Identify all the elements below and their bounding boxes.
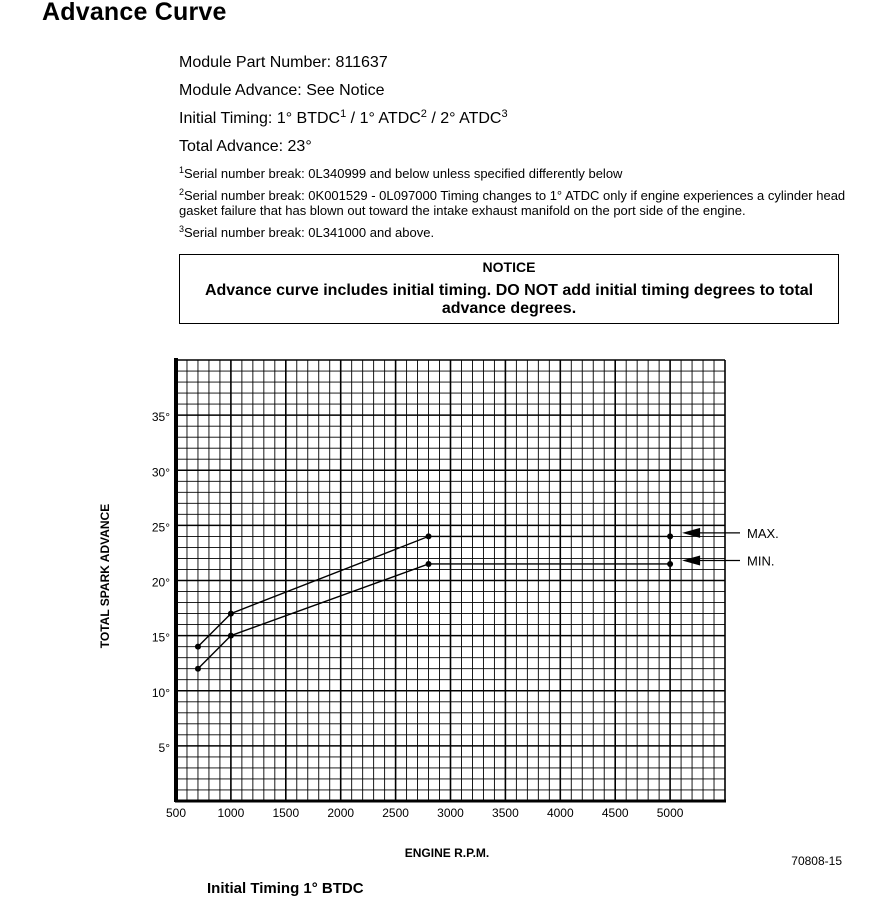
legend-arrow-head — [682, 555, 700, 565]
x-tick-label: 3500 — [492, 806, 519, 820]
data-point — [667, 533, 673, 539]
x-tick-labels — [166, 806, 684, 820]
y-tick-labels — [152, 410, 170, 755]
initial-timing-superscript-2: 2 — [420, 108, 427, 120]
data-point — [426, 533, 432, 539]
footnote-text: Serial number break: 0K001529 - 0L097000 Timing changes to 1° ATDC only if engine experiences a cylinder head gasket failure that has blown out toward the intake exhaust manifold on the port side of the engine. — [179, 188, 846, 218]
x-tick-label: 1000 — [217, 806, 245, 820]
x-axis-label: ENGINE R.P.M. — [404, 846, 490, 860]
data-point — [228, 611, 234, 617]
y-tick-label: 20° — [151, 575, 170, 590]
initial-timing-superscript-3: 3 — [501, 108, 508, 120]
initial-timing-text: Initial Timing: 1° BTDC — [179, 110, 341, 127]
page-title: Advance Curve — [42, 0, 227, 26]
footnote-text: Serial number break: 0L340999 and below unless specified differently below — [184, 166, 623, 181]
legend-label: MAX. — [747, 525, 779, 541]
footnote-marker: 2 — [179, 187, 185, 197]
y-axis-label: TOTAL SPARK ADVANCE — [98, 503, 112, 649]
x-tick-label: 4000 — [546, 806, 574, 820]
initial-timing-atdc-2: / 2° ATDC — [426, 110, 502, 127]
x-tick-label: 4500 — [601, 806, 629, 820]
x-tick-label: 2500 — [382, 806, 409, 820]
footnote-marker: 1 — [179, 165, 185, 175]
chart-caption: Initial Timing 1° BTDC — [207, 880, 364, 897]
y-tick-label: 30° — [151, 465, 170, 480]
total-advance: Total Advance: 23° — [179, 138, 312, 155]
data-point — [195, 666, 201, 672]
y-tick-label: 5° — [158, 740, 170, 755]
module-part-number: Module Part Number: 811637 — [179, 54, 388, 71]
initial-timing-superscript-1: 1 — [340, 108, 347, 120]
x-tick-label: 5000 — [656, 806, 684, 820]
notice-title: NOTICE — [482, 259, 536, 275]
y-tick-label: 10° — [151, 685, 170, 700]
data-point — [195, 644, 201, 650]
data-point — [426, 561, 432, 567]
figure-id: 70808-15 — [791, 854, 842, 868]
module-advance: Module Advance: See Notice — [179, 82, 385, 99]
legend-label: MIN. — [747, 553, 775, 569]
y-tick-label: 15° — [151, 630, 170, 645]
initial-timing-atdc-1: / 1° ATDC — [346, 110, 421, 127]
data-point — [667, 561, 673, 567]
x-tick-label: 3000 — [437, 806, 464, 820]
x-tick-label: 1500 — [272, 806, 300, 820]
x-tick-label: 2000 — [327, 806, 355, 820]
series-line — [198, 564, 670, 669]
notice-body: Advance curve includes initial timing. DO NOT add initial timing degrees to total advance degrees. — [204, 282, 814, 317]
footnote-text: Serial number break: 0L341000 and above. — [184, 225, 435, 240]
y-tick-label: 35° — [151, 410, 170, 425]
y-tick-label: 25° — [151, 520, 170, 535]
data-point — [228, 633, 234, 639]
footnote-marker: 3 — [179, 224, 185, 234]
x-tick-label: 500 — [165, 806, 187, 820]
